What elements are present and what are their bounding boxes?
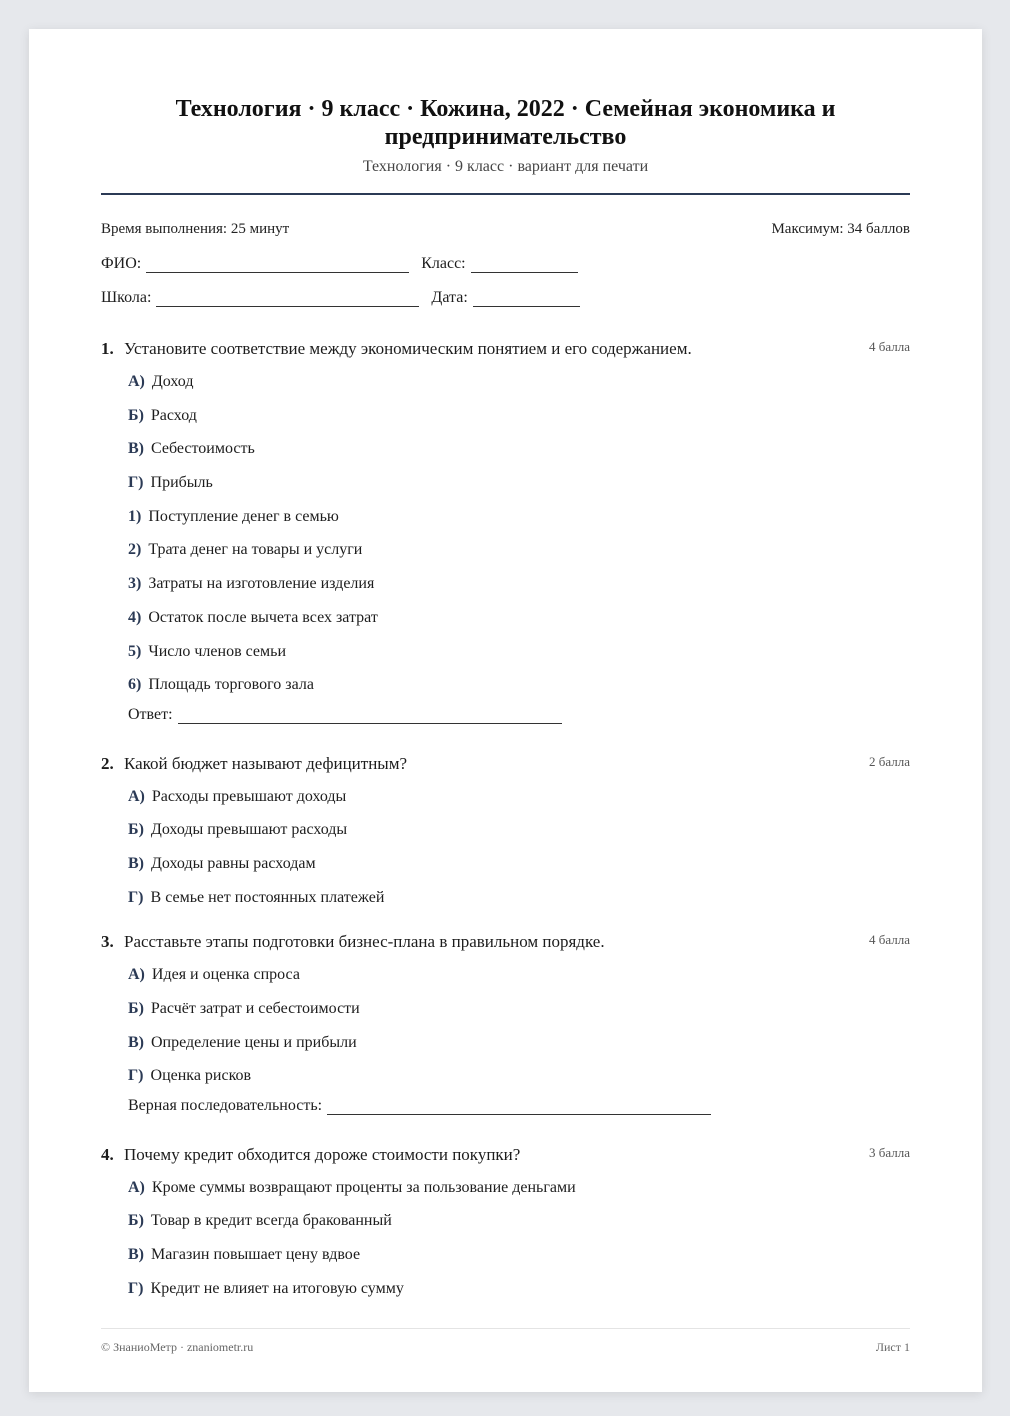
option-text: Остаток после вычета всех затрат xyxy=(148,608,378,626)
option-key: А) xyxy=(128,1178,145,1196)
option-text: Доходы равны расходам xyxy=(151,854,316,872)
option-text: Расходы превышают доходы xyxy=(151,787,347,805)
footer-sheet-number: Лист 1 xyxy=(875,1340,910,1354)
option-key: 4) xyxy=(128,608,142,626)
question-2 xyxy=(101,754,910,909)
option-text: Себестоимость xyxy=(151,440,255,458)
option-item xyxy=(128,986,910,1020)
question-text: Какой бюджет называют дефицитным? xyxy=(124,753,408,773)
option-item xyxy=(128,952,910,986)
option-text: Идея и оценка спроса xyxy=(151,966,300,984)
option-text: Доход xyxy=(151,373,194,390)
option-item xyxy=(128,527,910,561)
option-key: А) xyxy=(128,966,145,984)
student-fields-row xyxy=(101,253,910,273)
question-points: 2 балла xyxy=(869,753,910,769)
option-text: Поступление денег в семью xyxy=(148,507,339,525)
question-3 xyxy=(101,932,910,1120)
option-item xyxy=(128,1020,910,1054)
option-item[interactable] xyxy=(128,1266,910,1300)
option-text: Магазин повышает цену вдвое xyxy=(151,1246,361,1264)
fio-input-line[interactable] xyxy=(146,258,409,273)
option-key: Б) xyxy=(128,406,144,424)
page-title: Технология · 9 класс · Кожина, 2022 · Семейная экономика и предпринимательство xyxy=(175,96,836,150)
option-key: В) xyxy=(128,1246,144,1264)
option-key: В) xyxy=(128,1033,144,1051)
meta-row xyxy=(101,221,910,238)
question-points: 4 балла xyxy=(869,932,910,948)
option-item xyxy=(128,629,910,663)
date-label: Дата: xyxy=(431,289,468,306)
option-key: 6) xyxy=(128,676,142,694)
option-item[interactable] xyxy=(128,841,910,875)
option-item xyxy=(128,561,910,595)
question-1 xyxy=(101,339,910,730)
page-footer xyxy=(101,1340,910,1355)
option-text: Определение цены и прибыли xyxy=(151,1033,357,1051)
option-key: 3) xyxy=(128,575,142,593)
fio-label: ФИО: xyxy=(101,255,142,272)
sequence-input-line[interactable] xyxy=(327,1100,711,1115)
footer-divider xyxy=(101,1328,910,1329)
option-key: Б) xyxy=(128,1212,144,1230)
option-text: Доходы превышают расходы xyxy=(150,821,348,839)
option-key: 2) xyxy=(128,541,142,559)
question-header xyxy=(101,932,910,952)
option-item xyxy=(128,662,910,696)
option-key: Г) xyxy=(128,474,144,492)
option-text: В семье нет постоянных платежей xyxy=(150,888,385,906)
option-key: А) xyxy=(128,787,145,805)
answer-row xyxy=(128,1087,910,1121)
option-key: Б) xyxy=(128,821,144,839)
time-limit: Время выполнения: 25 минут xyxy=(101,221,290,237)
question-points: 4 балла xyxy=(869,339,910,354)
option-item xyxy=(128,460,910,494)
option-key: Г) xyxy=(128,1067,144,1085)
option-key: 5) xyxy=(128,642,142,660)
option-text: Товар в кредит всегда бракованный xyxy=(150,1212,392,1230)
option-key: В) xyxy=(128,854,144,872)
question-header xyxy=(101,754,910,774)
option-text: Трата денег на товары и услуги xyxy=(148,541,363,559)
answer-input-line[interactable] xyxy=(178,709,562,724)
question-options xyxy=(128,359,910,696)
header-divider xyxy=(101,193,910,195)
date-input-line[interactable] xyxy=(473,292,580,307)
option-key: Г) xyxy=(128,1279,144,1297)
option-item xyxy=(128,426,910,460)
option-text: Кредит не влияет на итоговую сумму xyxy=(150,1279,404,1297)
option-item[interactable] xyxy=(128,1198,910,1232)
question-options xyxy=(128,774,910,909)
answer-row xyxy=(128,696,910,730)
question-options xyxy=(128,1165,910,1300)
question-number: 3. xyxy=(101,932,114,952)
option-item[interactable] xyxy=(128,1165,910,1199)
question-header xyxy=(101,1145,910,1165)
option-item[interactable] xyxy=(128,807,910,841)
question-header xyxy=(101,339,910,359)
worksheet-page xyxy=(29,29,982,1392)
question-4 xyxy=(101,1145,910,1300)
option-text: Расчёт затрат и себестоимости xyxy=(150,1000,360,1017)
answer-label: Ответ: xyxy=(128,705,173,723)
option-key: 1) xyxy=(128,507,142,525)
max-score: Максимум: 34 баллов xyxy=(771,221,910,237)
question-text: Расставьте этапы подготовки бизнес-плана в правильном порядке. xyxy=(124,932,605,952)
worksheet-content xyxy=(101,29,910,1300)
option-key: А) xyxy=(128,373,145,390)
option-text: Кроме суммы возвращают проценты за пользование деньгами xyxy=(151,1178,576,1196)
option-text: Прибыль xyxy=(150,474,213,492)
option-key: Б) xyxy=(128,1000,144,1017)
class-label: Класс: xyxy=(421,255,466,272)
question-text: Почему кредит обходится дороже стоимости покупки? xyxy=(124,1144,521,1164)
option-item[interactable] xyxy=(128,1232,910,1266)
page-subtitle: Технология · 9 класс · вариант для печати xyxy=(362,158,649,175)
question-options xyxy=(128,952,910,1087)
school-fields-row xyxy=(101,287,910,307)
option-item[interactable] xyxy=(128,875,910,909)
option-item xyxy=(128,1053,910,1087)
option-text: Оценка рисков xyxy=(150,1067,252,1085)
option-text: Число членов семьи xyxy=(148,642,287,660)
option-text: Площадь торгового зала xyxy=(148,676,314,694)
option-key: Г) xyxy=(128,888,144,906)
question-text: Установите соответствие между экономическим понятием и его содержанием. xyxy=(124,339,692,358)
option-text: Затраты на изготовление изделия xyxy=(148,575,375,593)
school-input-line[interactable] xyxy=(156,292,419,307)
question-number: 2. xyxy=(101,753,114,773)
option-key: В) xyxy=(128,440,144,458)
question-points: 3 балла xyxy=(869,1144,910,1160)
footer-copyright: © ЗнаниоМетр · znaniometr.ru xyxy=(101,1340,254,1354)
option-item xyxy=(128,393,910,427)
school-label: Школа: xyxy=(101,289,152,306)
answer-label: Верная последовательность: xyxy=(128,1096,323,1114)
option-item xyxy=(128,494,910,528)
option-item xyxy=(128,595,910,629)
class-input-line[interactable] xyxy=(471,258,578,273)
question-number: 4. xyxy=(101,1144,114,1164)
option-item xyxy=(128,359,910,393)
option-item[interactable] xyxy=(128,774,910,808)
question-number: 1. xyxy=(101,339,114,358)
option-text: Расход xyxy=(150,406,197,424)
